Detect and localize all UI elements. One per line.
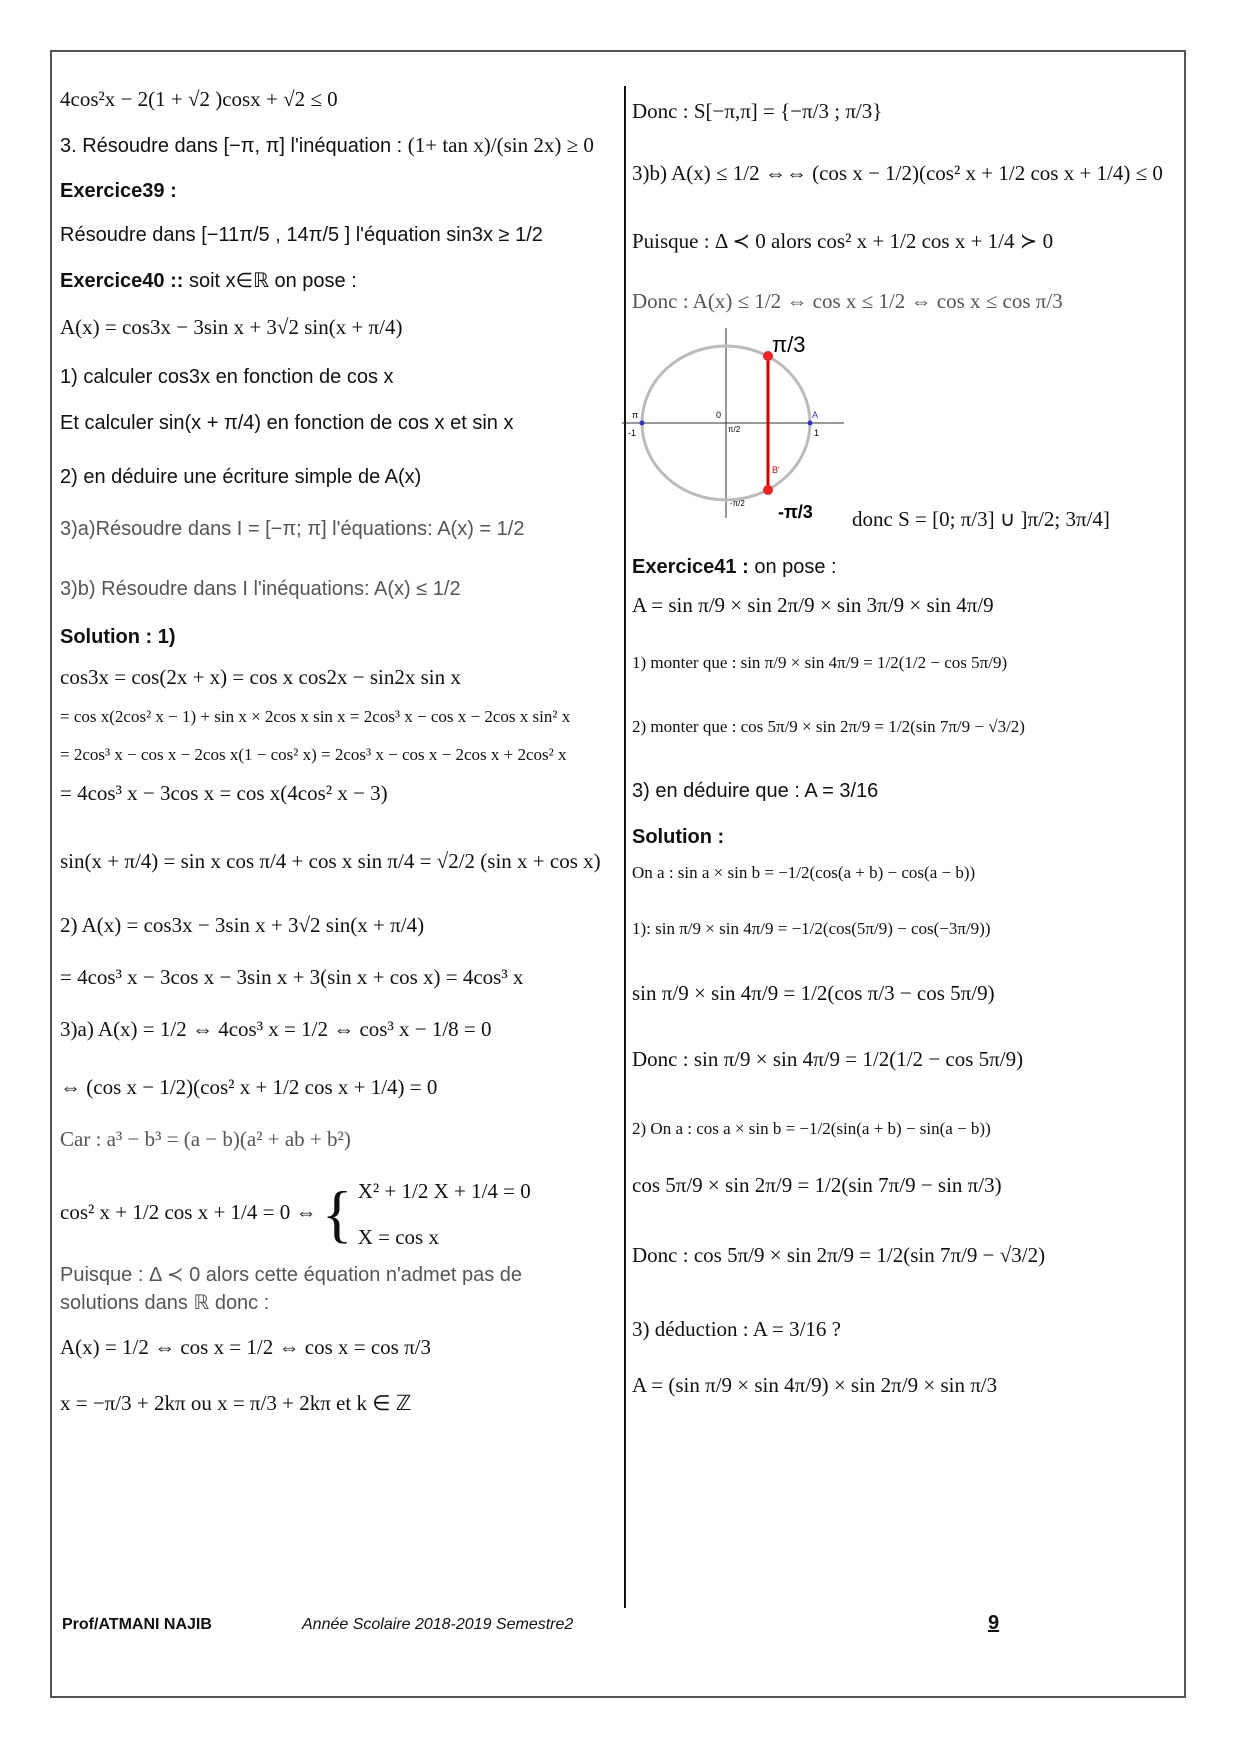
- column-divider: [624, 86, 626, 1608]
- q3-math: (1+ tan x)/(sin 2x) ≥ 0: [407, 133, 594, 157]
- solution-line-3: = 2cos³ x − cos x − 2cos x(1 − cos² x) = 2cos³ x − cos x − 2cos x + 2cos² x: [60, 745, 567, 764]
- solution-line-2: = cos x(2cos² x − 1) + sin x × 2cos x sin x = 2cos³ x − cos x − 2cos x sin² x: [60, 707, 571, 726]
- question-3: 3. Résoudre dans [−π, π] l'inéquation : (1+ tan x)/(sin 2x) ≥ 0: [60, 133, 594, 157]
- solution-sin: sin(x + π/4) = sin x cos π/4 + cos x sin π/4 = √2/2 (sin x + cos x): [60, 849, 601, 873]
- s2-line: 2) On a : cos a × sin b = −1/2(sin(a + b) − sin(a − b)): [632, 1119, 991, 1138]
- footer-year: Année Scolaire 2018-2019 Semestre2: [302, 1616, 574, 1633]
- label-A: A: [812, 410, 819, 420]
- puisque-line-2: solutions dans ℝ donc :: [60, 1292, 270, 1314]
- A-definition: A(x) = cos3x − 3sin x + 3√2 sin(x + π/4): [60, 315, 403, 339]
- system-eq-1: X² + 1/2 X + 1/4 = 0: [357, 1179, 531, 1203]
- question-2: 2) en déduire une écriture simple de A(x): [60, 466, 422, 488]
- solution-41-title: Solution :: [632, 826, 725, 848]
- solution-title: Solution : 1): [60, 626, 176, 648]
- ona-identity: On a : sin a × sin b = −1/2(cos(a + b) − cos(a − b)): [632, 863, 976, 882]
- point-pi: [640, 421, 645, 426]
- question-3b: 3)b) Résoudre dans I l'inéquations: A(x) ≤ 1/2: [60, 578, 461, 600]
- s1-line: 1): sin π/9 × sin 4π/9 = −1/2(cos(5π/9) − cos(−3π/9)): [632, 919, 991, 938]
- question-1b: Et calculer sin(x + π/4) en fonction de cos x et sin x: [60, 412, 514, 434]
- label-pi-2: π/2: [728, 425, 741, 434]
- solution-line-4: = 4cos³ x − 3cos x = cos x(4cos² x − 3): [60, 781, 388, 805]
- exercise-39-title: Exercice39 :: [60, 180, 177, 202]
- right-puisque: Puisque : Δ ≺ 0 alors cos² x + 1/2 cos x + 1/4 ≻ 0: [632, 229, 1054, 253]
- exercise-41-intro: Exercice41 : on pose :: [632, 556, 837, 578]
- system-eq-2: X = cos x: [357, 1225, 439, 1249]
- s3b-line: A = (sin π/9 × sin 4π/9) × sin 2π/9 × sin π/3: [632, 1373, 998, 1397]
- solution-set: Donc : S[−π,π] = {−π/3 ; π/3}: [632, 99, 883, 123]
- solution-3a-2: ⇔ (cos x − 1/2)(cos² x + 1/2 cos x + 1/4) = 0: [60, 1075, 438, 1099]
- s2b-line: cos 5π/9 × sin 2π/9 = 1/2(sin 7π/9 − sin π/3): [632, 1173, 1002, 1197]
- s2c-line: Donc : cos 5π/9 × sin 2π/9 = 1/2(sin 7π/9 − √3/2): [632, 1243, 1046, 1267]
- s1b-line: sin π/9 × sin 4π/9 = 1/2(cos π/3 − cos 5π/9): [632, 981, 995, 1005]
- s3-line: 3) déduction : A = 3/16 ?: [632, 1317, 841, 1341]
- page-frame: [50, 50, 1186, 1698]
- label-pi: π: [632, 410, 639, 420]
- point-A: [808, 421, 813, 426]
- exercise-41-q3: 3) en déduire que : A = 3/16: [632, 780, 879, 802]
- question-1: 1) calculer cos3x en fonction de cos x: [60, 366, 394, 388]
- solution-2b: = 4cos³ x − 3cos x − 3sin x + 3(sin x + cos x) = 4cos³ x: [60, 965, 524, 989]
- right-donc: Donc : A(x) ≤ 1/2 ⇔ cos x ≤ 1/2 ⇔ cos x ≤ cos π/3: [632, 289, 1063, 313]
- solution-2a: 2) A(x) = cos3x − 3sin x + 3√2 sin(x + π/4): [60, 913, 425, 937]
- page-number: 9: [988, 1612, 1000, 1634]
- point-minus-pi-3: [763, 485, 773, 495]
- final-line-2: x = −π/3 + 2kπ ou x = π/3 + 2kπ et k ∈ ℤ: [60, 1391, 412, 1415]
- final-line-1: A(x) = 1/2 ⇔ cos x = 1/2 ⇔ cos x = cos π/3: [60, 1335, 432, 1359]
- label-minus-pi-2: -π/2: [730, 499, 745, 508]
- question-3a: 3)a)Résoudre dans I = [−π; π] l'équations: A(x) = 1/2: [60, 518, 525, 540]
- solution-line-1: cos3x = cos(2x + x) = cos x cos2x − sin2x sin x: [60, 665, 461, 689]
- exercise-41-q2: 2) monter que : cos 5π/9 × sin 2π/9 = 1/2(sin 7π/9 − √3/2): [632, 717, 1025, 736]
- solution-set-2: donc S = [0; π/3] ∪ ]π/2; 3π/4]: [852, 507, 1110, 531]
- car-identity: Car : a³ − b³ = (a − b)(a² + ab + b²): [60, 1127, 351, 1151]
- label-zero: 0: [716, 410, 722, 420]
- footer-author: Prof/ATMANI NAJIB: [62, 1616, 212, 1633]
- exercise-41-q1: 1) monter que : sin π/9 × sin 4π/9 = 1/2(1/2 − cos 5π/9): [632, 653, 1008, 672]
- label-minus-one: -1: [628, 428, 637, 438]
- inequation-tail: 4cos²x − 2(1 + √2 )cosx + √2 ≤ 0: [60, 87, 338, 111]
- puisque-line-1: Puisque : Δ ≺ 0 alors cette équation n'admet pas de: [60, 1264, 523, 1286]
- exercise-39-text: Résoudre dans [−11π/5 , 14π/5 ] l'équation sin3x ≥ 1/2: [60, 224, 543, 246]
- system: cos² x + 1/2 cos x + 1/4 = 0 ⇔ { X² + 1/2 X + 1/4 = 0 X = cos x: [60, 1168, 531, 1260]
- part-3b: 3)b) A(x) ≤ 1/2 ⇔⇔ (cos x − 1/2)(cos² x + 1/2 cos x + 1/4) ≤ 0: [632, 161, 1163, 185]
- solution-3a-1: 3)a) A(x) = 1/2 ⇔ 4cos³ x = 1/2 ⇔ cos³ x − 1/8 = 0: [60, 1017, 492, 1041]
- s1c-line: Donc : sin π/9 × sin 4π/9 = 1/2(1/2 − cos 5π/9): [632, 1047, 1024, 1071]
- exercise-40-intro: Exercice40 :: soit x∈ℝ on pose :: [60, 270, 357, 292]
- label-one: 1: [814, 428, 820, 438]
- trig-circle: [622, 328, 852, 528]
- label-B: B': [772, 465, 780, 475]
- A41-definition: A = sin π/9 × sin 2π/9 × sin 3π/9 × sin 4π/9: [632, 593, 994, 617]
- label-minus-pi-3: -π/3: [778, 502, 813, 522]
- label-pi-3: π/3: [772, 332, 806, 357]
